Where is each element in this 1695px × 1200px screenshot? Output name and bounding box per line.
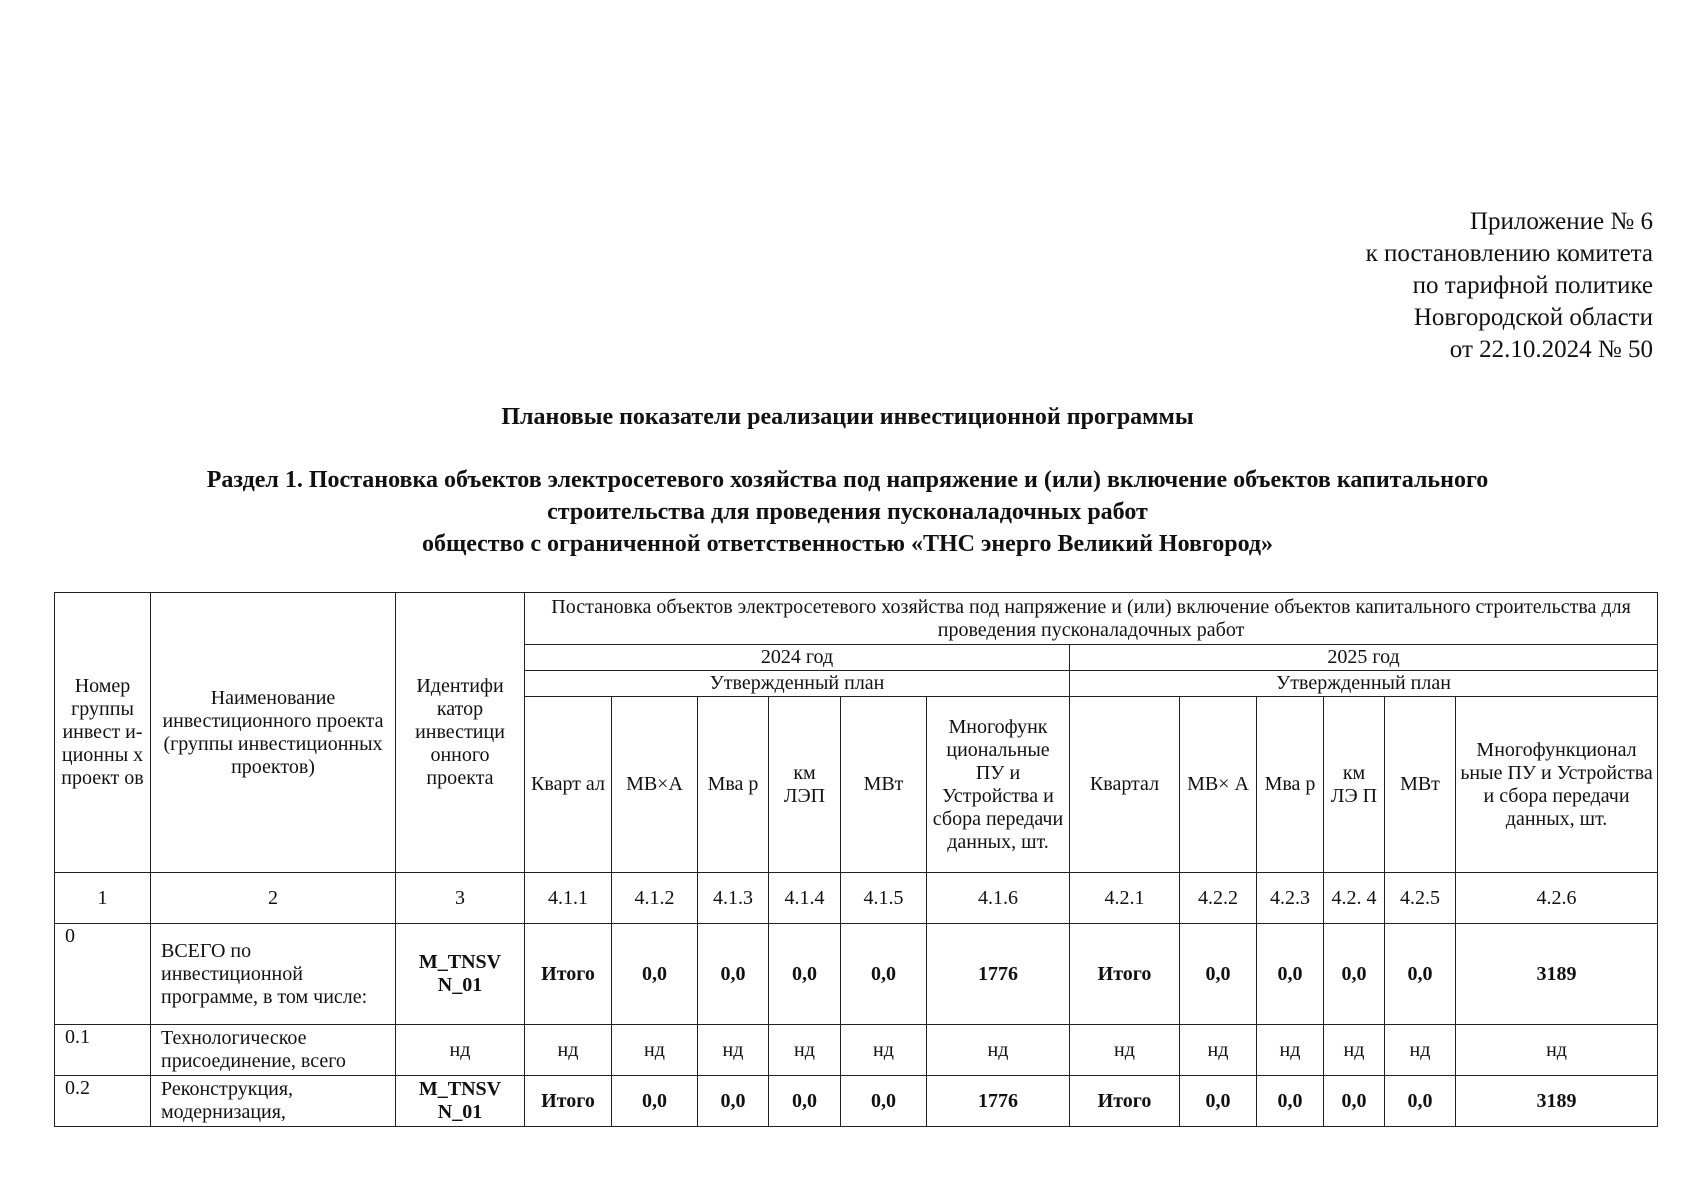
section-title: [60, 464, 1635, 560]
row-value: 0,0: [1257, 924, 1324, 1025]
column-number: 4.2.1: [1070, 873, 1180, 924]
row-value: нд: [612, 1025, 698, 1076]
row-value: 0,0: [612, 924, 698, 1025]
row-value: нд: [698, 1025, 769, 1076]
row-value: 0,0: [1324, 1076, 1385, 1127]
row-value: Итого: [525, 924, 612, 1025]
header-km-2024: км ЛЭП: [769, 697, 841, 873]
row-identifier: M_TNSV N_01: [396, 1076, 525, 1127]
row-value: 0,0: [1324, 924, 1385, 1025]
row-value: 3189: [1456, 924, 1658, 1025]
row-value: 0,0: [769, 1076, 841, 1127]
column-number: 4.1.2: [612, 873, 698, 924]
column-number: 3: [396, 873, 525, 924]
appendix-line: от 22.10.2024 № 50: [1449, 336, 1653, 363]
row-value: нд: [1257, 1025, 1324, 1076]
header-mw-2024: МВт: [841, 697, 927, 873]
header-meters-2025: Многофункционал ьные ПУ и Устройства и сбора передачи данных, шт.: [1456, 697, 1658, 873]
row-value: нд: [525, 1025, 612, 1076]
column-number: 4.1.4: [769, 873, 841, 924]
row-project-name: Реконструкция, модернизация,: [151, 1076, 396, 1127]
row-value: 1776: [927, 1076, 1070, 1127]
header-year-2024: 2024 год: [525, 645, 1070, 671]
row-value: нд: [769, 1025, 841, 1076]
row-value: 3189: [1456, 1076, 1658, 1127]
header-quarter-2025: Квартал: [1070, 697, 1180, 873]
header-identifier: Идентифи катор инвестици онного проекта: [396, 593, 525, 873]
row-number: 0.2: [55, 1076, 151, 1127]
row-value: 0,0: [1180, 924, 1257, 1025]
row-value: нд: [1456, 1025, 1658, 1076]
row-value: Итого: [1070, 1076, 1180, 1127]
header-plan-2024: Утвержденный план: [525, 671, 1070, 697]
header-year-2025: 2025 год: [1070, 645, 1658, 671]
column-number: 4.1.3: [698, 873, 769, 924]
row-value: 0,0: [841, 924, 927, 1025]
row-value: 0,0: [841, 1076, 927, 1127]
header-group-no: Номер группы инвест и- ционны х проект ов: [55, 593, 151, 873]
header-meters-2024: Многофунк циональные ПУ и Устройства и сбора передачи данных, шт.: [927, 697, 1070, 873]
appendix-line: к постановлению комитета: [1365, 240, 1653, 267]
row-number: 0.1: [55, 1025, 151, 1076]
row-number: 0: [55, 924, 151, 1025]
column-number: 4.1.1: [525, 873, 612, 924]
header-quarter-2024: Кварт ал: [525, 697, 612, 873]
document-title: Плановые показатели реализации инвестиционной программы: [501, 404, 1194, 430]
header-mw-2025: МВт: [1385, 697, 1456, 873]
row-identifier: нд: [396, 1025, 525, 1076]
section-title-line: общество с ограниченной ответственностью «ТНС энерго Великий Новгород»: [421, 531, 1274, 557]
section-title-line: Раздел 1. Постановка объектов электросетевого хозяйства под напряжение и (или) включение объектов капитального: [206, 467, 1489, 493]
row-value: нд: [1385, 1025, 1456, 1076]
row-value: нд: [1324, 1025, 1385, 1076]
row-value: нд: [927, 1025, 1070, 1076]
numbering-row: [55, 873, 1658, 924]
header-km-2025: км ЛЭ П: [1324, 697, 1385, 873]
table-row: [55, 1025, 1658, 1076]
row-value: 0,0: [612, 1076, 698, 1127]
column-number: 1: [55, 873, 151, 924]
header-project-name: Наименование инвестиционного проекта (группы инвестиционных проектов): [151, 593, 396, 873]
row-value: 0,0: [769, 924, 841, 1025]
header-mva-2025: МВ× А: [1180, 697, 1257, 873]
row-value: нд: [841, 1025, 927, 1076]
row-value: Итого: [525, 1076, 612, 1127]
header-mva-2024: МВ×А: [612, 697, 698, 873]
appendix-line: Приложение № 6: [1469, 208, 1653, 235]
header-mvar-2024: Мва р: [698, 697, 769, 873]
column-number: 4.1.6: [927, 873, 1070, 924]
row-value: 0,0: [1180, 1076, 1257, 1127]
table-row: [55, 924, 1658, 1025]
row-value: 0,0: [1385, 924, 1456, 1025]
row-value: 1776: [927, 924, 1070, 1025]
row-value: нд: [1070, 1025, 1180, 1076]
row-project-name: ВСЕГО по инвестиционной программе, в том числе:: [151, 924, 396, 1025]
section-title-line: строительства для проведения пусконаладочных работ: [547, 499, 1148, 525]
indicators-table: [54, 592, 1658, 1127]
header-super: Постановка объектов электросетевого хозяйства под напряжение и (или) включение объектов капитального строительства для проведения пусконаладочных работ: [525, 593, 1658, 645]
row-value: Итого: [1070, 924, 1180, 1025]
row-value: 0,0: [698, 924, 769, 1025]
column-number: 2: [151, 873, 396, 924]
row-value: 0,0: [1257, 1076, 1324, 1127]
column-number: 4.2.3: [1257, 873, 1324, 924]
header-plan-2025: Утвержденный план: [1070, 671, 1658, 697]
table-row: [55, 1076, 1658, 1127]
column-number: 4.1.5: [841, 873, 927, 924]
column-number: 4.2.6: [1456, 873, 1658, 924]
row-value: нд: [1180, 1025, 1257, 1076]
row-identifier: M_TNSV N_01: [396, 924, 525, 1025]
appendix-line: Новгородской области: [1413, 304, 1653, 331]
column-number: 4.2.2: [1180, 873, 1257, 924]
appendix-line: по тарифной политике: [1412, 272, 1653, 299]
row-value: 0,0: [1385, 1076, 1456, 1127]
row-value: 0,0: [698, 1076, 769, 1127]
column-number: 4.2.5: [1385, 873, 1456, 924]
appendix-block: [1033, 206, 1653, 366]
column-number: 4.2. 4: [1324, 873, 1385, 924]
header-mvar-2025: Мва р: [1257, 697, 1324, 873]
row-project-name: Технологическое присоединение, всего: [151, 1025, 396, 1076]
